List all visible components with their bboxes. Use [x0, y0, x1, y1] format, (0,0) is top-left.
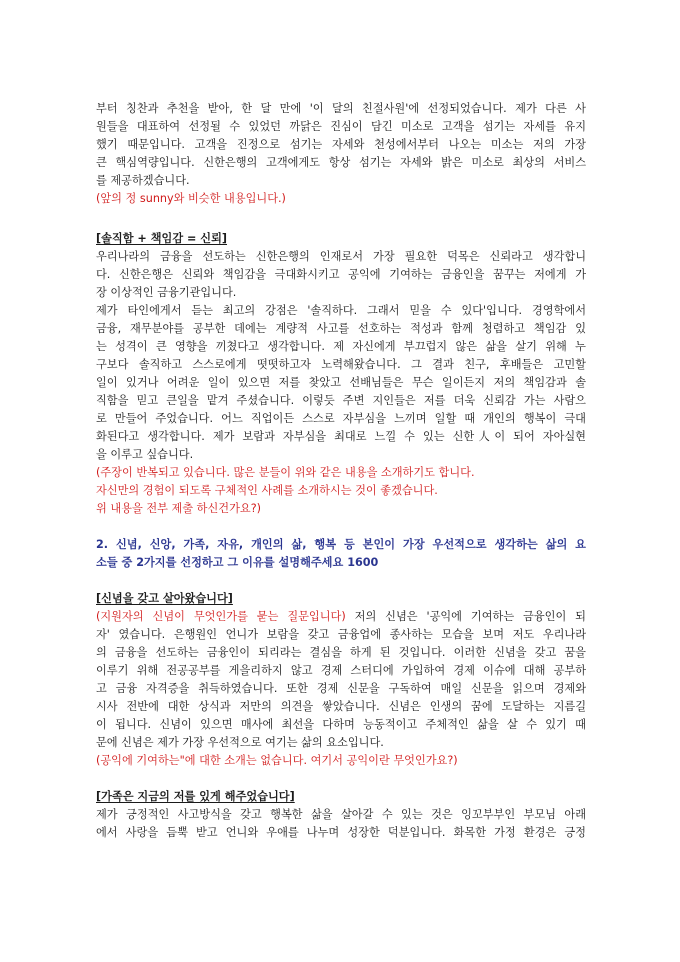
section-1-body — [96, 100, 586, 208]
question-title: 소들 중 2가지를 선정하고 그 이유를 설명해주세요 1600 — [96, 556, 379, 569]
question-title: 2. 신념, 신앙, 가족, 자유, 개인의 삶, 행복 등 본인이 가장 우선적으로 생각하는 삶의 요 — [96, 538, 586, 551]
body-line: 문에 신념은 제가 가장 우선적으로 여기는 삶의 요소입니다. — [96, 736, 384, 749]
section-4 — [96, 788, 586, 842]
question-2 — [96, 536, 586, 572]
feedback-inline: (지원자의 신념이 무엇인가를 묻는 질문입니다) — [96, 610, 346, 623]
section-3 — [96, 590, 586, 770]
body-line — [96, 608, 586, 626]
body-line: 화된다고 생각합니다. 제가 보람과 자부심을 최대로 느낄 수 있는 신한人이 되어 자아실현 — [96, 430, 586, 443]
section-heading: [솔직함 + 책임감 = 신뢰] — [96, 232, 228, 245]
body-line: 의 금융을 선도하는 금융인이 되리라는 결심을 하게 된 것입니다. 이러한 신념을 갖고 꿈을 — [96, 646, 586, 659]
body-line: 다. 신한은행은 신뢰와 책임감을 극대화시키고 공익에 기여하는 금융인을 꿈꾸는 저에게 가 — [96, 268, 586, 281]
body-line: 이 됩니다. 신념이 있으면 매사에 최선을 다하며 능동적이고 주체적인 삶을 살 수 있기 때 — [96, 718, 586, 731]
section-2 — [96, 230, 586, 518]
body-line: 에서 사랑을 듬뿍 받고 언니와 우애를 나누며 성장한 덕분입니다. 화목한 가정 환경은 긍정 — [96, 826, 586, 839]
body-line: 직함을 믿고 큰일을 맡겨 주셨습니다. 이렇듯 주변 지인들은 저를 더욱 신뢰감 가는 사람으 — [96, 394, 586, 407]
feedback-note: (공익에 기여하는"에 대한 소개는 없습니다. 여기서 공익이란 무엇인가요?) — [96, 754, 458, 767]
body-line: 금융, 재무분야를 공부한 데에는 계량적 사고를 선호하는 적성과 함께 청렴하고 책임감 있 — [96, 322, 586, 335]
body-line: 고 금융 자격증을 취득하였습니다. 또한 경제 신문을 구독하여 매일 신문을 읽으며 경제와 — [96, 682, 586, 695]
section-heading: [신념을 갖고 살아왔습니다] — [96, 592, 233, 605]
body-line: 이루기 위해 전공공부를 게을리하지 않고 경제 스터디에 가입하여 경제 이슈에 대해 공부하 — [96, 664, 586, 677]
body-line: 했기 때문입니다. 고객을 진정으로 섬기는 자세와 천성에서부터 나오는 미소는 저의 가장 — [96, 138, 586, 151]
section-heading: [가족은 지금의 저를 있게 해주었습니다] — [96, 790, 295, 803]
body-line: 제가 긍정적인 사고방식을 갖고 행복한 삶을 살아갈 수 있는 것은 잉꼬부부인 부모님 아래 — [96, 808, 586, 821]
body-line: 구보다 솔직하고 스스로에게 떳떳하고자 노력해왔습니다. 그 결과 친구, 후배들은 고민할 — [96, 358, 586, 371]
body-line: 을 이루고 싶습니다. — [96, 448, 194, 461]
body-line: 장 이상적인 금융기관입니다. — [96, 286, 237, 299]
body-line: 시사 전반에 대한 상식과 저만의 의견을 쌓았습니다. 신념은 인생의 꿈에 도달하는 지름길 — [96, 700, 586, 713]
document-page — [96, 100, 586, 842]
body-line: 일이 있거나 어려운 일이 있으면 저를 찾았고 선배님들은 무슨 일이든지 저의 책임감과 솔 — [96, 376, 586, 389]
body-line: 큰 핵심역량입니다. 신한은행의 고객에게도 항상 섬기는 자세와 밝은 미소로 최상의 서비스 — [96, 156, 586, 169]
feedback-note: (앞의 정 sunny와 비슷한 내용입니다.) — [96, 192, 286, 205]
feedback-note: 자신만의 경험이 되도록 구체적인 사례를 소개하시는 것이 좋겠습니다. — [96, 484, 438, 497]
feedback-note: 위 내용을 전부 제출 하신건가요?) — [96, 502, 262, 515]
body-line: 제가 타인에게서 듣는 최고의 강점은 '솔직하다. 그래서 믿을 수 있다'입니다. 경영학에서 — [96, 304, 586, 317]
body-line: 자' 였습니다. 은행원인 언니가 보람을 갖고 금융업에 종사하는 모습을 보며 저도 우리나라 — [96, 628, 586, 641]
body-line: 우리나라의 금융을 선도하는 신한은행의 인재로서 가장 필요한 덕목은 신뢰라고 생각합니 — [96, 250, 586, 263]
feedback-note: (주장이 반복되고 있습니다. 많은 분들이 위와 같은 내용을 소개하기도 합니다. — [96, 466, 475, 479]
body-line: 는 성격이 큰 영향을 끼쳤다고 생각합니다. 제 자신에게 부끄럽지 않은 삶을 살기 위해 누 — [96, 340, 586, 353]
body-line: 를 제공하겠습니다. — [96, 174, 190, 187]
body-line: 부터 칭찬과 추천을 받아, 한 달 만에 '이 달의 친절사원'에 선정되었습니다. 제가 다른 사 — [96, 102, 586, 115]
body-text: 저의 신념은 '공익에 기여하는 금융인이 되 — [345, 610, 586, 623]
body-line: 로 만들어 주었습니다. 어느 직업이든 스스로 자부심을 느끼며 일할 때 개인의 행복이 극대 — [96, 412, 586, 425]
body-line: 원들을 대표하여 선정될 수 있었던 까닭은 진심이 담긴 미소로 고객을 섬기는 자세를 유지 — [96, 120, 586, 133]
